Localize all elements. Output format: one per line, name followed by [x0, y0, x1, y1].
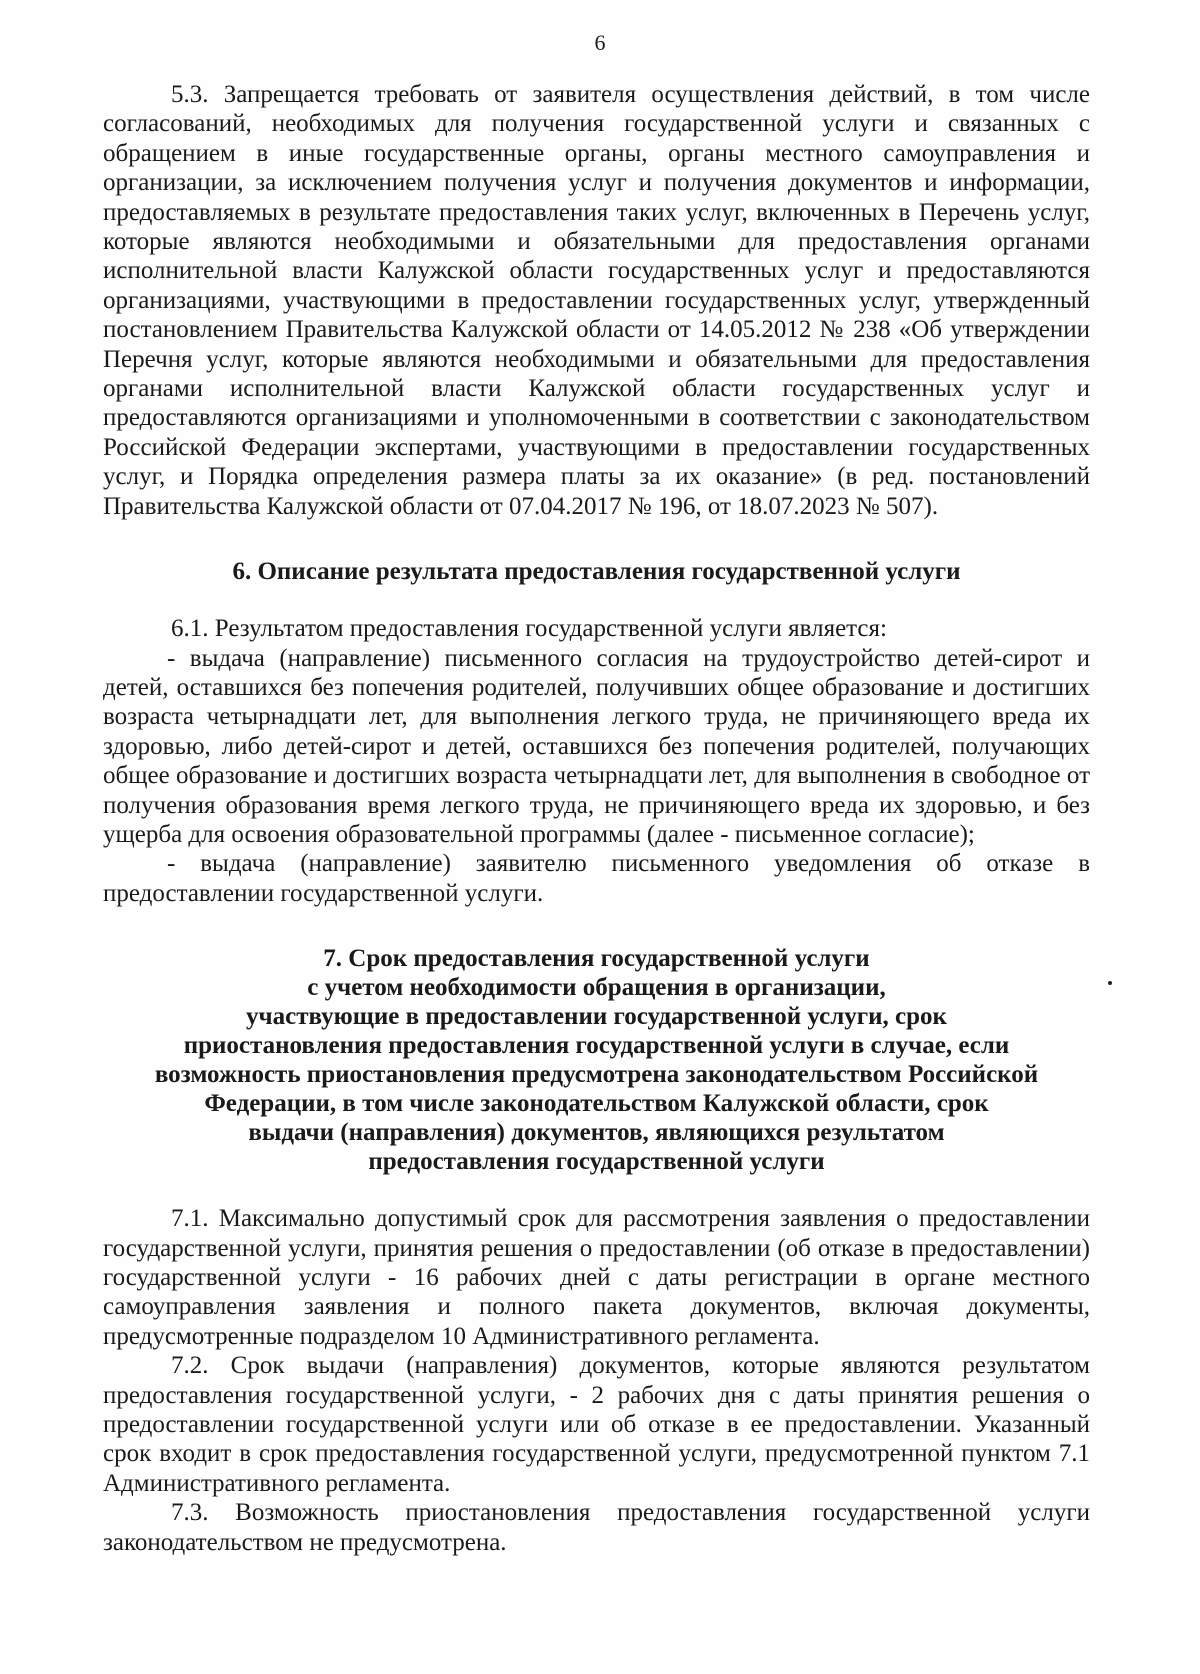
scan-speck: [1108, 981, 1112, 985]
section-7-title-line: с учетом необходимости обращения в организации,: [307, 974, 886, 1002]
section-7-title-line: 7. Срок предоставления государственной услуги: [323, 945, 870, 973]
paragraph-5-3: 5.3. Запрещается требовать от заявителя осуществления действий, в том числе согласований, необходимых для получения государственной услуги и связанных с обращением в иные государственные органы, органы местного самоуправления и организации, за исключением получения услуг и получения документов и информации, предоставляемых в результате предоставления таких услуг, включенных в Перечень услуг, которые являются необходимыми и обязательными для предоставления органами исполнительной власти Калужской области государственных услуг и предоставляются организациями, участвующими в предоставлении государственных услуг, утвержденный постановлением Правительства Калужской области от 14.05.2012 № 238 «Об утверждении Перечня услуг, которые являются необходимыми и обязательными для предоставления органами исполнительной власти Калужской области государственных услуг и предоставляются организациями и уполномоченными в соответствии с законодательством Российской Федерации экспертами, участвующими в предоставлении государственных услуг, и Порядка определения размера платы за их оказание» (в ред. постановлений Правительства Калужской области от 07.04.2017 № 196, от 18.07.2023 № 507).: [103, 81, 1090, 520]
section-6-title: 6. Описание результата предоставления государственной услуги: [232, 558, 961, 586]
section-7-title-line: участвующие в предоставлении государственной услуги, срок: [246, 1003, 947, 1031]
document-body: [103, 80, 1090, 1557]
paragraph-7-2: 7.2. Срок выдачи (направления) документов, которые являются результатом предоставления государственной услуги, - 2 рабочих дня с даты принятия решения о предоставлении государственной услуги или об отказе в ее предоставлении. Указанный срок входит в срок предоставления государственной услуги, предусмотренной пунктом 7.1 Административного регламента.: [103, 1352, 1090, 1497]
section-7-title-line: предоставления государственной услуги: [368, 1148, 825, 1176]
section-7-title-line: выдачи (направления) документов, являющихся результатом: [248, 1119, 945, 1147]
section-7-title-line: Федерации, в том числе законодательством Калужской области, срок: [204, 1090, 989, 1118]
paragraph-7-3: 7.3. Возможность приостановления предоставления государственной услуги законодательством не предусмотрена.: [103, 1499, 1090, 1556]
result-item-refusal-notice: - выдача (направление) заявителю письменного уведомления об отказе в предоставлении государственной услуги.: [103, 850, 1090, 907]
paragraph-6-1: 6.1. Результатом предоставления государственной услуги является:: [171, 615, 887, 643]
section-7-title-line: возможность приостановления предусмотрена законодательством Российской: [154, 1061, 1039, 1089]
page-number: 6: [594, 30, 606, 55]
section-7-title-line: приостановления предоставления государственной услуги в случае, если: [183, 1032, 1010, 1060]
result-item-written-consent: - выдача (направление) письменного согласия на трудоустройство детей-сирот и детей, оставшихся без попечения родителей, получивших общее образование и достигших возраста четырнадцати лет, для выполнения легкого труда, не причиняющего вреда их здоровью, либо детей-сирот и детей, оставшихся без попечения родителей, получающих общее образование и достигших возраста четырнадцати лет, для выполнения в свободное от получения образования время легкого труда, не причиняющего вреда их здоровью, и без ущерба для освоения образовательной программы (далее - письменное согласие);: [103, 644, 1090, 848]
paragraph-7-1: 7.1. Максимально допустимый срок для рассмотрения заявления о предоставлении государственной услуги, принятия решения о предоставлении (об отказе в предоставлении) государственной услуги - 16 рабочих дней с даты регистрации в органе местного самоуправления заявления и полного пакета документов, включая документы, предусмотренные подразделом 10 Административного регламента.: [103, 1205, 1090, 1350]
section-7-title: [103, 944, 1090, 1176]
